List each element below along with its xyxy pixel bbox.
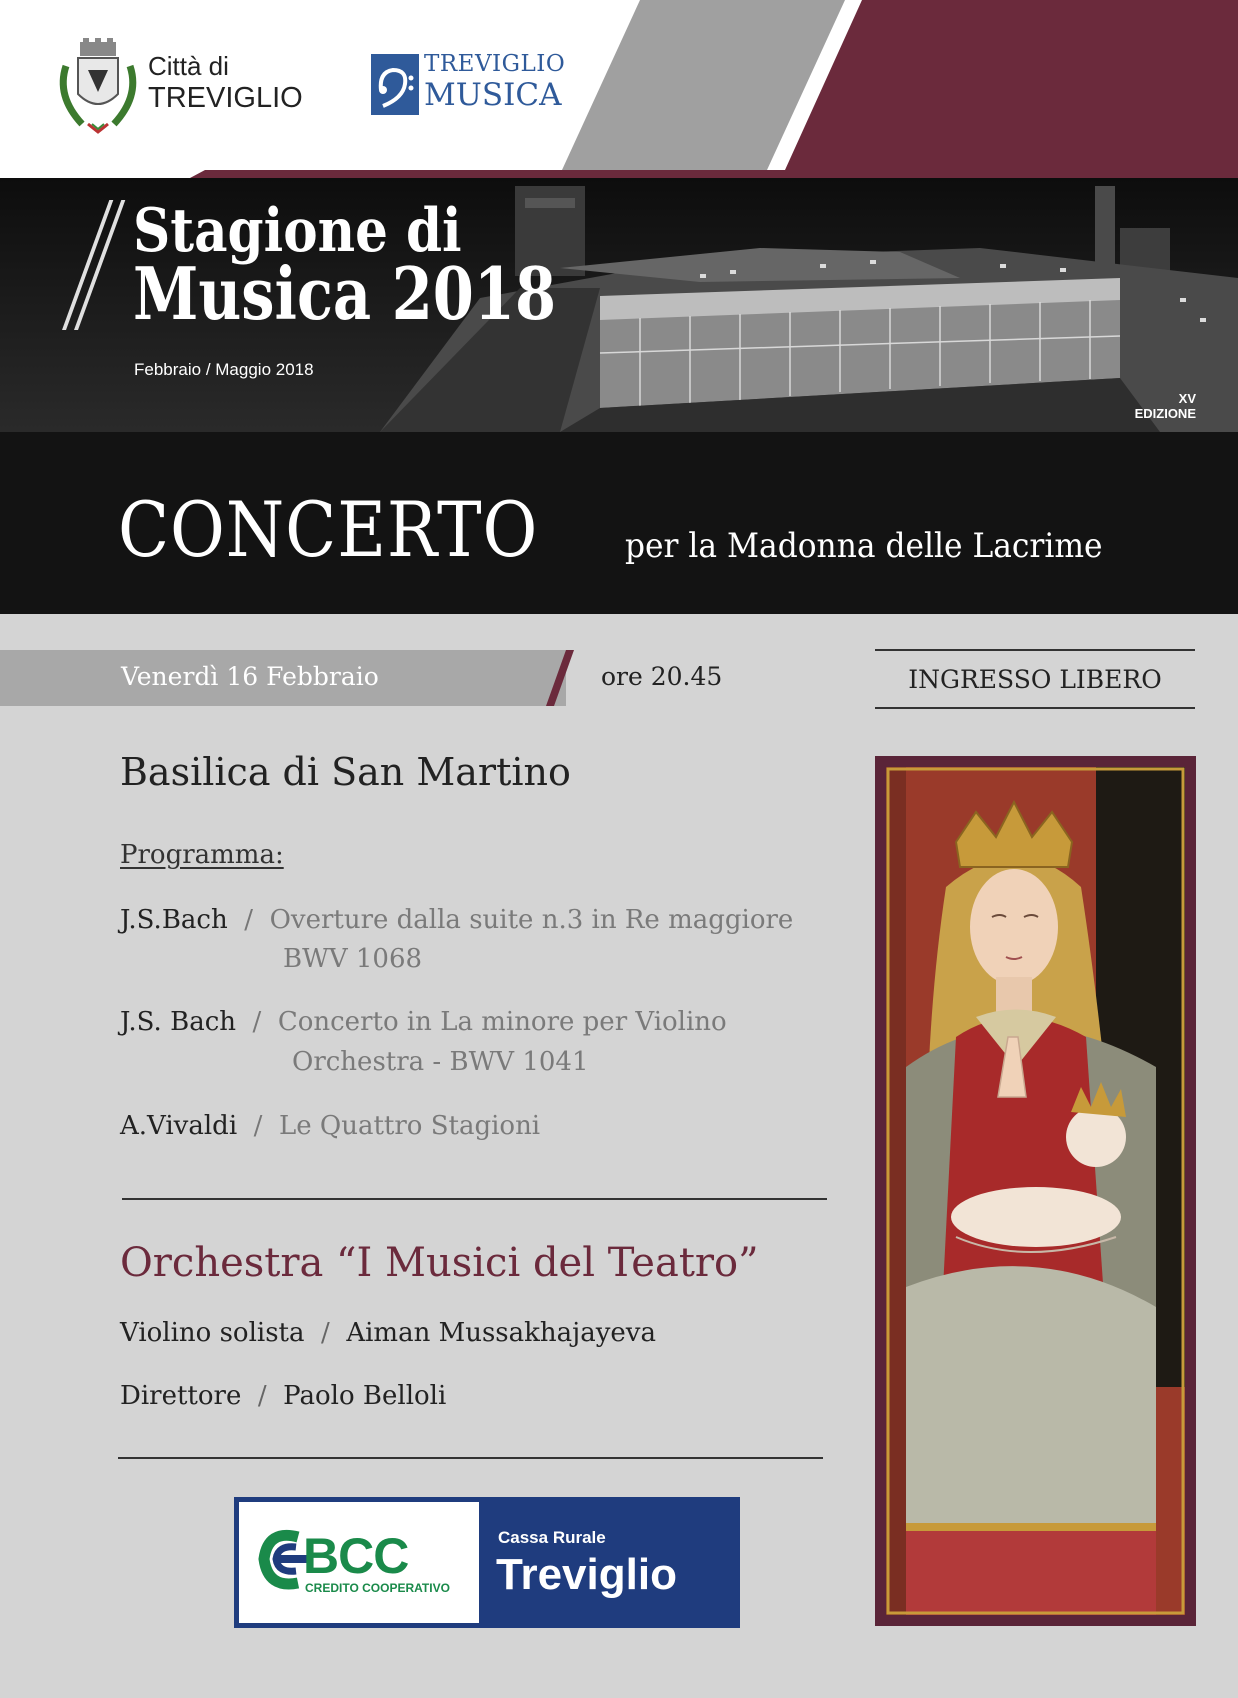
bcc-subtitle: CREDITO COOPERATIVO: [305, 1581, 450, 1595]
performer-name: Paolo Belloli: [283, 1381, 447, 1411]
treviglio-musica-logo: [424, 53, 565, 111]
performer-name: Aiman Mussakhajayeva: [346, 1318, 656, 1348]
performer-role: Violino solista: [120, 1318, 305, 1348]
program-composer: J.S.Bach: [120, 905, 228, 935]
edition-badge: [1135, 392, 1196, 422]
performer-separator: /: [257, 1381, 267, 1411]
event-time: ore 20.45: [601, 662, 723, 691]
program-work: Concerto in La minore per Violino: [277, 1007, 727, 1037]
bcc-name: BCC: [303, 1528, 409, 1584]
program-composer: J.S. Bach: [120, 1007, 236, 1037]
program-work: Overture dalla suite n.3 in Re maggiore: [269, 905, 794, 935]
program-item-continued: [292, 1042, 589, 1082]
program-item: [120, 900, 793, 940]
orchestra-name: Orchestra “I Musici del Teatro”: [120, 1240, 759, 1286]
divider: [122, 1198, 827, 1200]
city-name: [148, 52, 303, 115]
program-work: BWV 1068: [283, 944, 423, 974]
program-item-continued: [283, 939, 422, 979]
logo-line2: MUSICA: [424, 77, 562, 113]
entry-badge: [875, 649, 1195, 709]
divider: [118, 1457, 823, 1459]
city-name-line2: TREVIGLIO: [148, 81, 303, 114]
season-title: [133, 196, 649, 336]
performer-separator: /: [321, 1318, 330, 1348]
city-crest-icon: [52, 36, 144, 136]
performer-row: [120, 1318, 656, 1348]
program-separator: /: [253, 1111, 263, 1141]
edition-number: XV: [1178, 391, 1196, 406]
performer-row: [120, 1381, 446, 1411]
performer-role: Direttore: [120, 1381, 242, 1411]
program-heading: Programma:: [120, 840, 284, 870]
program-composer: A.Vivaldi: [120, 1111, 238, 1141]
event-date: Venerdì 16 Febbraio: [121, 662, 379, 691]
program-separator: /: [244, 905, 254, 935]
program-separator: /: [252, 1007, 262, 1037]
bass-clef-icon: [371, 54, 419, 115]
season-dates: Febbraio / Maggio 2018: [134, 360, 314, 379]
bank-name-line2: Treviglio: [496, 1550, 677, 1599]
program-item: [120, 1002, 727, 1042]
concert-subtitle: per la Madonna delle Lacrime: [625, 526, 1103, 566]
logo-line1: TREVIGLIO: [424, 51, 566, 77]
venue: Basilica di San Martino: [120, 750, 571, 794]
bcc-symbol-icon: [258, 1525, 308, 1595]
program-work: Orchestra - BWV 1041: [292, 1047, 589, 1077]
bank-name-line1: Cassa Rurale: [498, 1528, 606, 1547]
edition-label: EDIZIONE: [1134, 405, 1196, 421]
concert-title: CONCERTO: [118, 485, 539, 574]
season-title-line1: Stagione di: [133, 196, 462, 266]
date-slash: [540, 648, 580, 708]
program-work: Le Quattro Stagioni: [278, 1111, 541, 1141]
entry-label: INGRESSO LIBERO: [908, 665, 1162, 694]
city-name-line1: Città di: [148, 51, 229, 81]
program-item: [120, 1106, 540, 1146]
madonna-painting: [886, 767, 1185, 1615]
season-title-line2: Musica 2018: [133, 251, 557, 336]
